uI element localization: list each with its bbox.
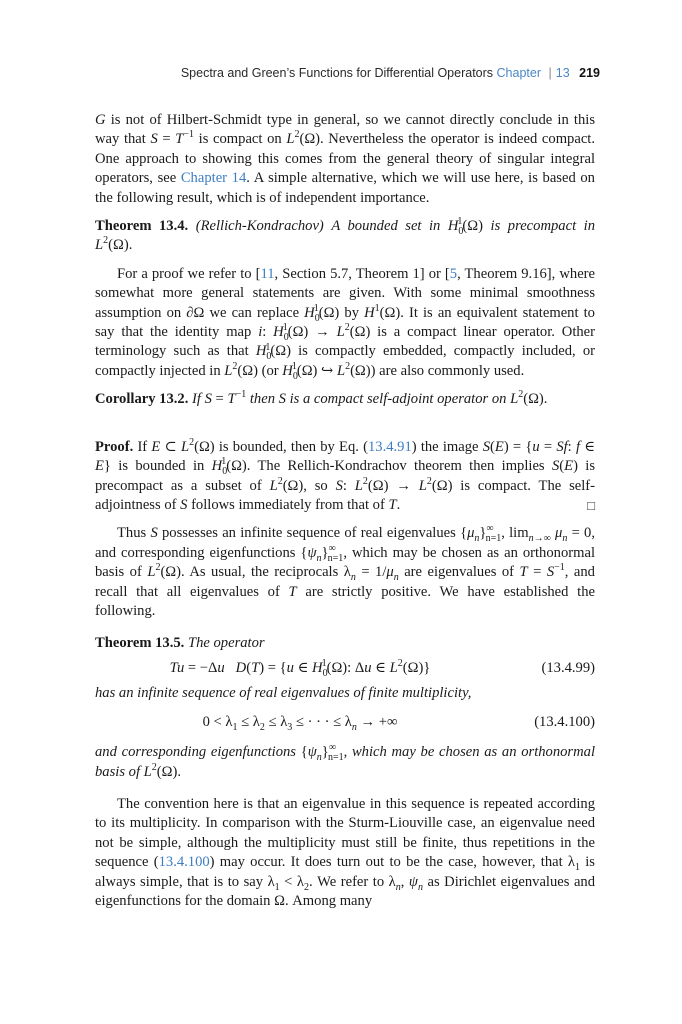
theorem-13-5-text-1: has an infinite sequence of real eigenvalues of finite multiplicity, xyxy=(95,684,472,701)
corollary-13-2: Corollary 13.2. If $S = T^{-1}$ then S is a compact self-adjoint operator on $L^2(\Omega)$. xyxy=(95,389,548,408)
theorem-13-4-authors: (Rellich-Kondrachov) xyxy=(195,218,324,235)
eq-13-4-91-link[interactable]: 13.4.91 xyxy=(367,438,412,455)
equation-13-4-100-number: (13.4.100) xyxy=(534,714,595,731)
paragraph-proof-reference: For a proof we refer to [11, Section 5.7, Theorem 1] or [5, Theorem 9.16], where somewhat more general statements are given. With some minimal smoothness assumption on ∂Ω we can replace $H_0^1(\Omega)$ by $H^1(\Omega)$. It is an equivalent statement to say that the identity map i: $H_0^1(\Omega) \to L^2(\Omega)$ is a compact linear operator. Other terminology such as that $H_0^1(\Omega)$ is compactly embedded, compactly included, or compactly injected in $L^2(\Omega)$ (or $H_0^1(\Omega)$ ↪ $L^2(\Omega)$) are also commonly used. xyxy=(95,265,596,382)
qed-symbol: □ xyxy=(587,497,595,513)
theorem-13-5-intro: The operator xyxy=(187,635,265,652)
header-chapter-number: 13 xyxy=(555,66,570,80)
paragraph-convention: The convention here is that an eigenvalue in this sequence is repeated according to its multiplicity. In comparison with the Sturm-Liouville case, an eigenvalue need not be simple, although the multiplicity must still be finite, thus repetitions in the sequence (13.4.100) may occur. It does turn out to be the case, however, that $\lambda_1$ is always simple, that is to say $\lambda_1 < \lambda_2$. We refer to $\lambda_n$, $\psi_n$ as Dirichlet eigenvalues and eigenfunctions for the domain Ω. Among many xyxy=(95,795,596,909)
theorem-13-4: Theorem 13.4. (Rellich-Kondrachov) A bounded set in $H_0^1(\Omega)$ is precompact in $L^2(\Omega)$. xyxy=(95,216,595,254)
equation-13-4-100-body: $0 < \lambda_1 \le \lambda_2 \le \lambda_3$ ≤ · · · ≤ $\lambda_n$ → +∞ xyxy=(202,714,398,734)
paragraph-eigenvalues: Thus S possesses an infinite sequence of real eigenvalues $\{\mu_n\}^\infty_{n=1}$, $\lim_{n\to\infty} \mu_n = 0$, and corresponding eigenfunctions $\{\psi_n\}^\infty_{n=1}$, which may be chosen as an orthonormal basis of $L^2(\Omega)$. As usual, the reciprocals $\lambda_n = 1/\mu_n$ are eigenvalues of $T = S^{-1}$, and recall that all eigenvalues of T are strictly positive. We have established the following. xyxy=(95,523,596,619)
chapter-14-link[interactable]: Chapter 14 xyxy=(180,170,247,187)
equation-13-4-99-body: Tu = −Δu D(T) = {u ∈ $H_0^1(\Omega)$: Δu ∈ $L^2(\Omega)$} xyxy=(169,658,431,679)
theorem-13-5 xyxy=(95,634,595,653)
theorem-13-5-text-2: and corresponding eigenfunctions $\{\psi_n\}^\infty_{n=1}$, which may be chosen as an orthonormal basis of $L^2(\Omega)$. xyxy=(95,742,596,780)
header-chapter-label: Chapter xyxy=(496,66,542,80)
page-body xyxy=(95,111,595,911)
paragraph-intro: G is not of Hilbert-Schmidt type in general, so we cannot directly conclude in this way that $S = T^{-1}$ is compact on $L^2(\Omega)$. Nevertheless the operator is indeed compact. One approach to showing this comes from the general theory of singular integral operators, see Chapter 14. A simple alternative, which we will use here, is based on the following result, which is of independent importance. xyxy=(95,112,595,206)
equation-13-4-99 xyxy=(95,654,595,684)
header-separator: | xyxy=(548,66,552,80)
theorem-13-4-label: Theorem 13.4. xyxy=(95,218,189,235)
proof-corollary: Proof. If E ⊂ $L^2(\Omega)$ is bounded, then by Eq. (13.4.91) the image S(E) = {u = Sf: f ∈ E} is bounded in $H_0^1(\Omega)$. The Rellich-Kondrachov theorem then implies S(E) is precompact as a subset of $L^2(\Omega)$, so S: $L^2(\Omega) \to L^2(\Omega)$ is compact. The self-adjointness of S follows immediately from that of T. □ xyxy=(95,438,595,516)
eq-13-4-100-link[interactable]: 13.4.100 xyxy=(158,854,210,871)
ref-5-link[interactable]: 5 xyxy=(449,265,458,282)
corollary-13-2-label: Corollary 13.2. xyxy=(95,391,189,408)
ref-11-link[interactable]: 11 xyxy=(260,265,275,282)
equation-13-4-99-number: (13.4.99) xyxy=(541,660,595,677)
running-header xyxy=(150,66,600,84)
theorem-13-5-label: Theorem 13.5. xyxy=(95,635,185,652)
proof-label: Proof. xyxy=(95,438,134,455)
page-number: 219 xyxy=(579,66,600,80)
equation-13-4-100 xyxy=(95,703,595,743)
header-title: Spectra and Green’s Functions for Differential Operators xyxy=(180,66,494,80)
